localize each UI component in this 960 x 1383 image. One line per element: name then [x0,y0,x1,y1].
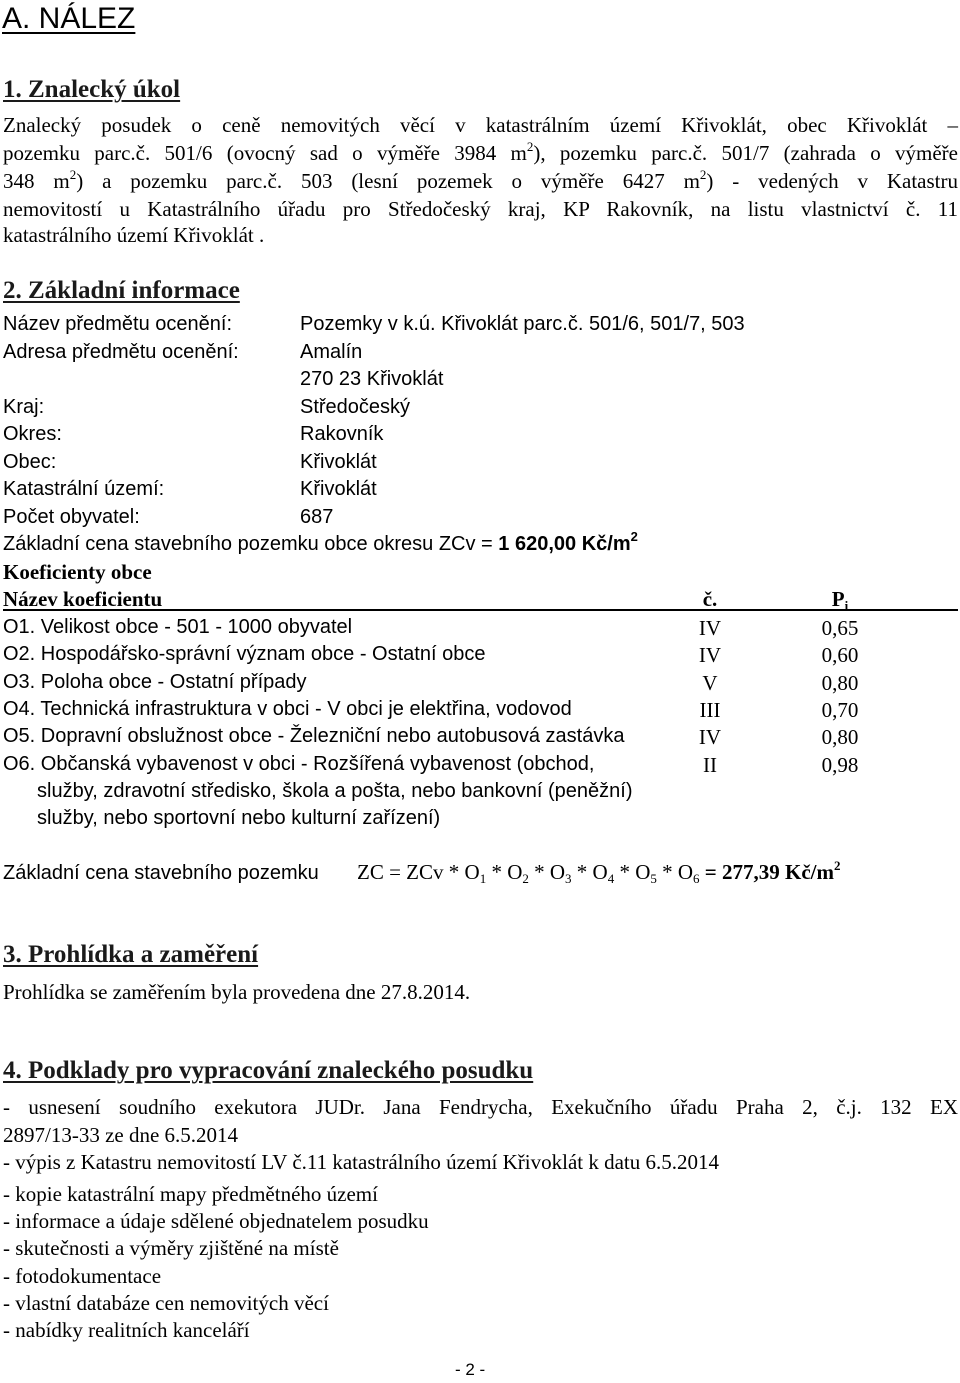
source-item: - kopie katastrální mapy předmětného území [3,1182,378,1206]
info-label-district: Okres: [3,423,62,445]
coef-row-c: II [703,753,717,777]
info-value-address-2: 270 23 Křivoklát [300,368,444,390]
formula-sub: 5 [650,871,657,886]
base-price-label: Základní cena stavebního pozemku obce okresu ZCv = [3,533,499,555]
coef-col-p-sub: i [844,598,849,613]
coef-row-name: O4. Technická infrastruktura v obci - V obci je elektřina, vodovod [3,698,572,720]
base-price-sup: 2 [630,529,638,544]
formula-op: * [656,860,678,884]
s1-sup-2: 2 [69,167,77,182]
source-item: - vlastní databáze cen nemovitých věcí [3,1291,329,1315]
coef-col-p-letter: P [831,587,845,611]
coef-heading: Koeficienty obce [3,560,152,584]
info-value-population: 687 [300,506,334,528]
coef-row-c: V [702,671,718,695]
base-price-value: 1 620,00 Kč/m [498,533,631,555]
info-value-cadastral: Křivoklát [300,478,377,500]
source-item: - nabídky realitních kanceláří [3,1318,250,1342]
coef-row-c: III [699,698,721,722]
formula-o: O [507,860,523,884]
coef-row-p: 0,80 [821,725,859,749]
coef-row-continuation: služby, zdravotní středisko, škola a pošta, nebo bankovní (peněžní) [37,780,633,802]
coef-row-name: O1. Velikost obce - 501 - 1000 obyvatel [3,616,353,638]
s1-line-2b: ), pozemku parc.č. 501/7 (zahrada o výměře [533,141,958,165]
formula-o: O [592,860,608,884]
coef-row-continuation: služby, nebo sportovní nebo kulturní zařízení) [37,807,441,829]
formula-o: O [677,860,694,884]
coef-row-name: O6. Občanská vybavenost v obci - Rozšířená vybavenost (obchod, [3,753,595,775]
s1-line-3a: 348 m [3,169,70,193]
coef-row-name: O2. Hospodářsko-správní význam obce - Ostatní obce [3,643,486,665]
s1-line-4: nemovitostí u Katastrálního úřadu pro Středočeský kraj, KP Rakovník, na listu vlastnictví č. 11 [3,197,958,221]
info-label-region: Kraj: [3,396,45,418]
section-2-title: 2. Základní informace [3,277,240,304]
coef-col-c-header: č. [702,587,718,611]
info-value-region: Středočeský [300,396,411,418]
formula-op: * [486,860,508,884]
s1-line-3 [3,169,958,193]
info-label-municipality: Obec: [3,451,57,473]
formula-label: Základní cena stavebního pozemku [3,862,319,884]
formula-o: O [549,860,566,884]
coef-row-p: 0,65 [821,616,859,640]
inspection-text: Prohlídka se zaměřením byla provedena dne 27.8.2014. [3,980,471,1004]
source-line-1: - usnesení soudního exekutora JUDr. Jana Fendrycha, Exekučního úřadu Praha 2, č.j. 132 EX [3,1095,958,1119]
s1-sup-1: 2 [526,139,534,154]
s1-line-3b: ) a pozemku parc.č. 503 (lesní pozemek o výměře 6427 m [76,169,700,193]
formula-sub: 1 [479,871,487,886]
formula-expression [357,860,841,884]
page-number: - 2 - [455,1360,486,1379]
info-label-subject: Název předmětu ocenění: [3,313,233,335]
coef-col-name-header: Název koeficientu [3,587,163,611]
formula-sub: 6 [693,871,700,886]
section-3-title: 3. Prohlídka a zaměření [3,941,259,968]
coef-row-p: 0,98 [821,753,859,777]
s1-line-2 [3,141,958,165]
coef-row-c: IV [698,643,722,667]
formula-sub: 2 [522,871,529,886]
coef-row-c: IV [698,725,722,749]
source-item: - skutečnosti a výměry zjištěné na místě [3,1236,339,1260]
formula-op: * [571,860,593,884]
s1-line-5: katastrálního území Křivoklát . [3,223,265,247]
coef-row-name: O5. Dopravní obslužnost obce - Železniční nebo autobusová zastávka [3,725,625,747]
s1-sup-3: 2 [699,167,707,182]
info-value-address: Amalín [300,341,363,363]
source-item: - výpis z Katastru nemovitostí LV č.11 katastrálního území Křivoklát k datu 6.5.2014 [3,1150,720,1174]
info-label-address: Adresa předmětu ocenění: [3,341,239,363]
info-value-municipality: Křivoklát [300,451,377,473]
formula-sub: 4 [607,871,615,886]
table-header-rule [3,609,958,611]
info-value-district: Rakovník [300,423,384,445]
formula-sub: 3 [565,871,572,886]
formula-result-sup: 2 [834,858,841,873]
source-item: - fotodokumentace [3,1264,162,1288]
section-4-title: 4. Podklady pro vypracování znaleckého posudku [3,1057,534,1084]
coef-row-c: IV [698,616,722,640]
base-price-line [3,529,638,556]
coef-row-name: O3. Poloha obce - Ostatní případy [3,671,307,693]
coef-row-p: 0,70 [821,698,859,722]
s1-line-1: Znalecký posudek o ceně nemovitých věcí v katastrálním území Křivoklát, obec Křivoklát – [3,113,958,137]
formula-op: * [614,860,636,884]
coef-col-p-header [800,587,880,611]
info-label-population: Počet obyvatel: [3,506,140,528]
source-item: - informace a údaje sdělené objednatelem posudku [3,1209,429,1233]
document-heading: A. NÁLEZ [2,2,136,35]
formula-eq: = [699,860,723,884]
info-label-cadastral: Katastrální území: [3,478,165,500]
source-line-2: 2897/13-33 ze dne 6.5.2014 [3,1123,239,1147]
section-1-title: 1. Znalecký úkol [3,76,181,103]
formula-lhs: ZC = ZCv * O [357,860,480,884]
formula-result: 277,39 Kč/m [722,860,834,884]
formula-op: * [528,860,550,884]
formula-o: O [635,860,651,884]
s1-line-2a: pozemku parc.č. 501/6 (ovocný sad o výměře 3984 m [3,141,527,165]
info-value-subject: Pozemky v k.ú. Křivoklát parc.č. 501/6, 501/7, 503 [300,313,745,335]
coef-row-p: 0,80 [821,671,859,695]
s1-line-3c: ) - vedených v Katastru [706,169,958,193]
coef-row-p: 0,60 [821,643,859,667]
